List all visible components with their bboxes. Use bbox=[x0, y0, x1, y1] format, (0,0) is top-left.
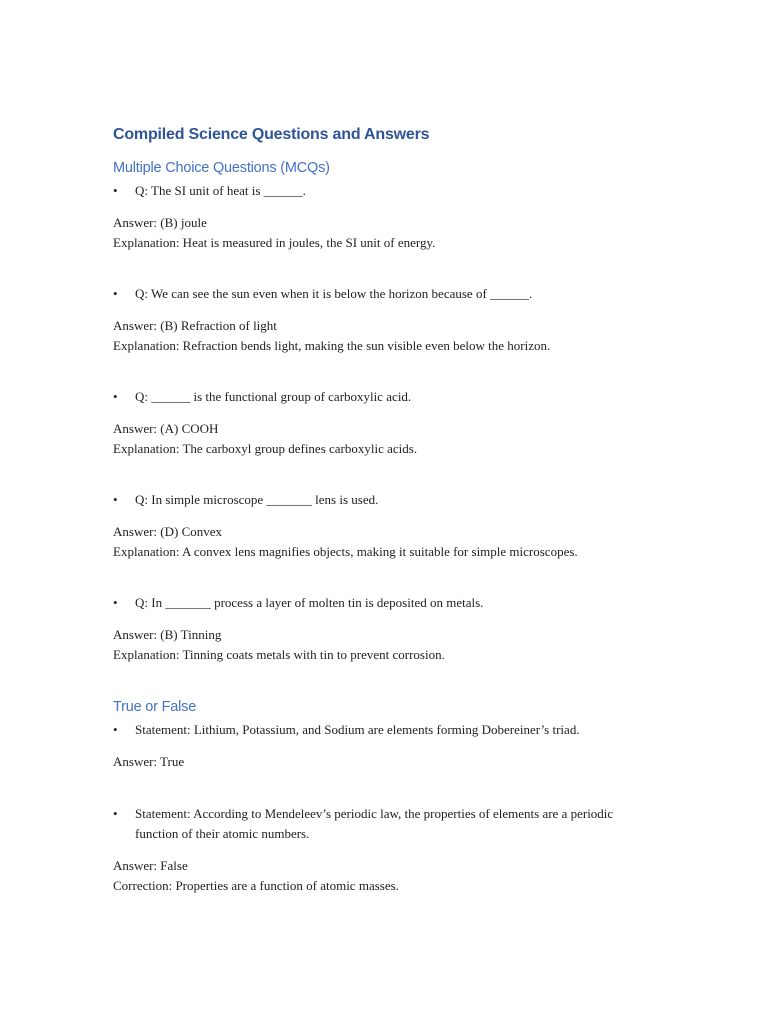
bullet-icon: • bbox=[113, 183, 118, 198]
bullet-icon: • bbox=[113, 595, 118, 610]
mcq-question-line bbox=[113, 284, 653, 304]
mcq-section-heading: Multiple Choice Questions (MCQs) bbox=[113, 160, 330, 176]
mcq-item bbox=[113, 593, 653, 665]
spacer bbox=[113, 253, 653, 284]
mcq-item bbox=[113, 387, 653, 459]
mcq-question: Q: In simple microscope _______ lens is used. bbox=[135, 492, 379, 507]
tf-answer: Answer: True bbox=[113, 754, 185, 769]
document-title: Compiled Science Questions and Answers bbox=[113, 126, 430, 143]
mcq-question: Q: We can see the sun even when it is below the horizon because of ______. bbox=[135, 286, 533, 301]
mcq-explanation: Explanation: The carboxyl group defines carboxylic acids. bbox=[113, 441, 418, 456]
mcq-question: Q: The SI unit of heat is ______. bbox=[135, 183, 306, 198]
tf-answer: Answer: False bbox=[113, 858, 188, 873]
tf-item bbox=[113, 804, 653, 896]
spacer bbox=[113, 356, 653, 387]
true-false-section-heading: True or False bbox=[113, 699, 197, 715]
mcq-question-line bbox=[113, 181, 653, 201]
spacer bbox=[113, 459, 653, 490]
mcq-answer: Answer: (B) Tinning bbox=[113, 627, 222, 642]
tf-item bbox=[113, 720, 653, 772]
bullet-icon: • bbox=[113, 806, 118, 821]
true-false-section bbox=[113, 697, 653, 896]
mcq-question-line bbox=[113, 387, 653, 407]
tf-statement: Statement: According to Mendeleev’s periodic law, the properties of elements are a periodic function of their atomic numbers. bbox=[135, 806, 614, 841]
bullet-icon: • bbox=[113, 389, 118, 404]
mcq-answer: Answer: (A) COOH bbox=[113, 421, 219, 436]
bullet-icon: • bbox=[113, 492, 118, 507]
mcq-question-line bbox=[113, 490, 653, 510]
bullet-icon: • bbox=[113, 722, 118, 737]
tf-correction: Correction: Properties are a function of atomic masses. bbox=[113, 878, 399, 893]
spacer bbox=[113, 562, 653, 593]
mcq-question: Q: ______ is the functional group of carboxylic acid. bbox=[135, 389, 412, 404]
mcq-question-line bbox=[113, 593, 653, 613]
mcq-answer: Answer: (B) Refraction of light bbox=[113, 318, 277, 333]
mcq-section bbox=[113, 158, 653, 665]
mcq-answer: Answer: (D) Convex bbox=[113, 524, 223, 539]
document-body bbox=[113, 123, 653, 896]
mcq-item bbox=[113, 181, 653, 253]
mcq-question: Q: In _______ process a layer of molten tin is deposited on metals. bbox=[135, 595, 484, 610]
spacer bbox=[113, 772, 653, 804]
tf-statement: Statement: Lithium, Potassium, and Sodium are elements forming Dobereiner’s triad. bbox=[135, 722, 580, 737]
mcq-explanation: Explanation: Tinning coats metals with tin to prevent corrosion. bbox=[113, 647, 445, 662]
mcq-item bbox=[113, 490, 653, 562]
bullet-icon: • bbox=[113, 286, 118, 301]
mcq-explanation: Explanation: Heat is measured in joules, the SI unit of energy. bbox=[113, 235, 436, 250]
mcq-explanation: Explanation: Refraction bends light, making the sun visible even below the horizon. bbox=[113, 338, 551, 353]
tf-statement-line bbox=[113, 720, 653, 740]
tf-statement-line bbox=[113, 804, 653, 844]
mcq-answer: Answer: (B) joule bbox=[113, 215, 207, 230]
mcq-explanation: Explanation: A convex lens magnifies objects, making it suitable for simple microscopes. bbox=[113, 544, 578, 559]
mcq-item bbox=[113, 284, 653, 356]
